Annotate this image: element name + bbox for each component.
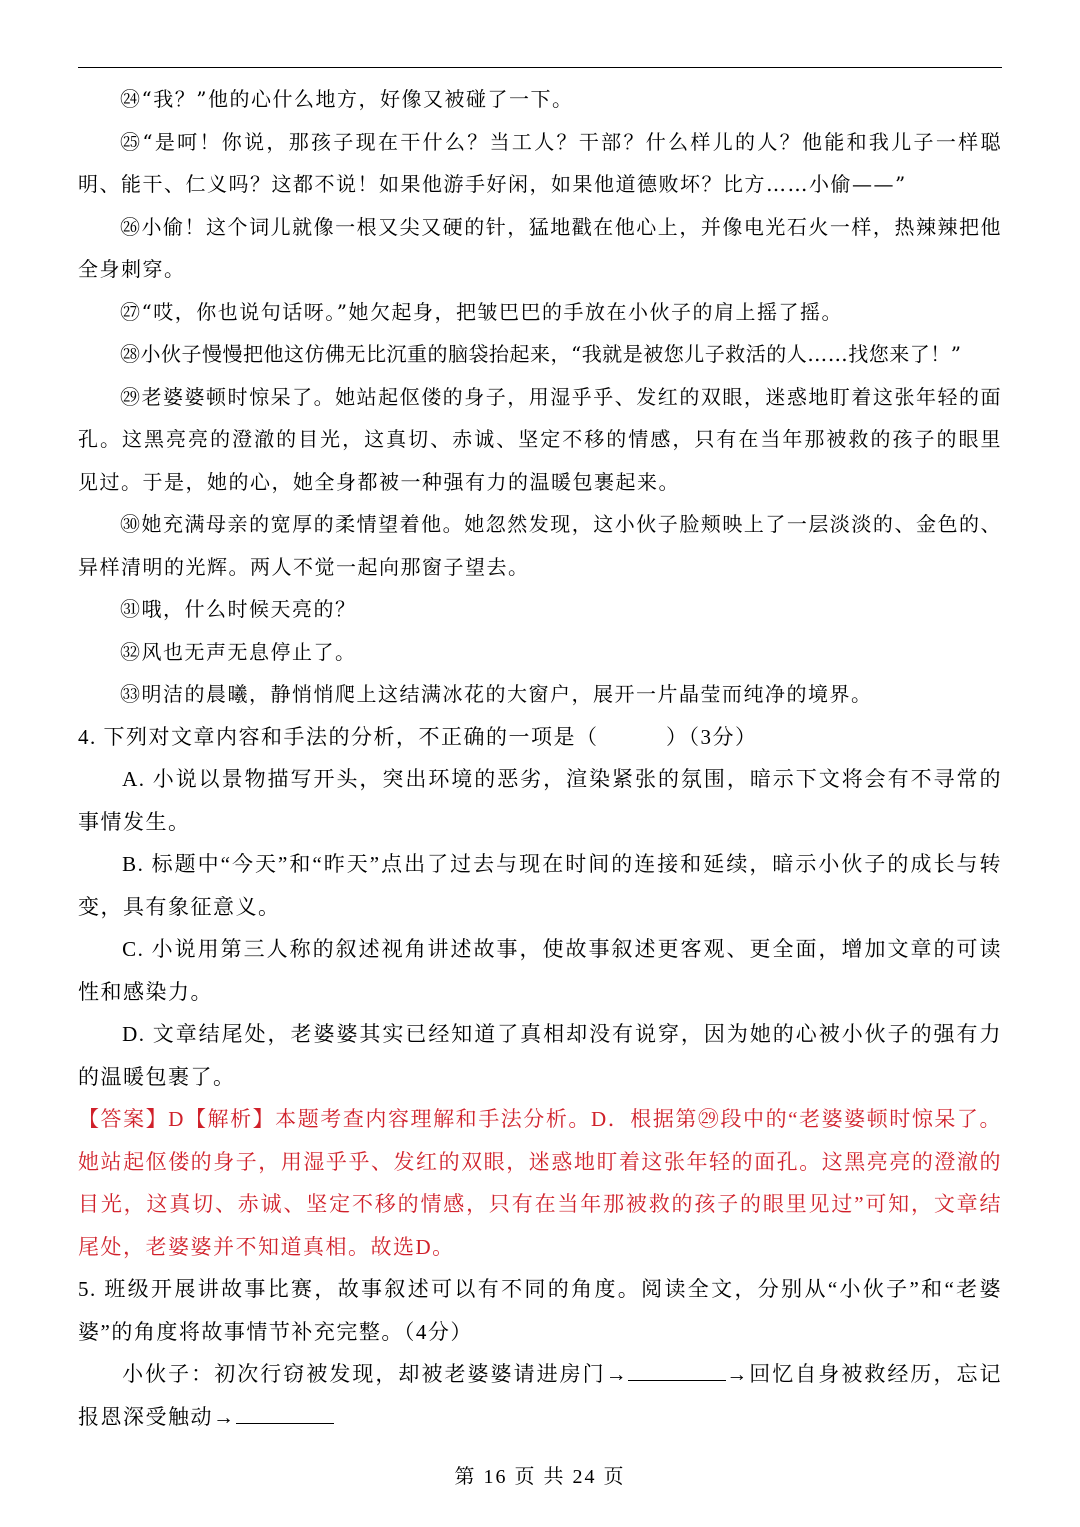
story-paragraph-29: ㉙老婆婆顿时惊呆了。她站起伛偻的身子，用湿乎乎、发红的双眼，迷惑地盯着这张年轻的面孔。这黑亮亮的澄澈的目光，这真切、赤诚、坚定不移的情感，只有在当年那被救的孩子的眼里见过。于是，她的心，她全身都被一种强有力的温暖包裹起来。 xyxy=(78,384,1002,494)
story-paragraph-25: ㉕“是呵！你说，那孩子现在干什么？当工人？干部？什么样儿的人？他能和我儿子一样聪明、能干、仁义吗？这都不说！如果他游手好闲，如果他道德败坏？比方……小偷——” xyxy=(78,129,1002,196)
story-paragraph-27: ㉗“哎，你也说句话呀。”她欠起身，把皱巴巴的手放在小伙子的肩上摇了摇。 xyxy=(120,299,843,324)
question-4-stem: 4. 下列对文章内容和手法的分析，不正确的一项是（ ）（3分） xyxy=(78,724,758,749)
story-paragraph-30: ㉚她充满母亲的宽厚的柔情望着他。她忽然发现，这小伙子脸颊映上了一层淡淡的、金色的、异样清明的光辉。两人不觉一起向那窗子望去。 xyxy=(78,512,1002,579)
answer-blank-1[interactable] xyxy=(628,1360,726,1381)
answer-blank-2[interactable] xyxy=(236,1403,334,1424)
story-paragraph-33: ㉝明洁的晨曦，静悄悄爬上这结满冰花的大窗户，展开一片晶莹而纯净的境界。 xyxy=(120,682,873,706)
fill-line-part-1: 小伙子：初次行窃被发现，却被老婆婆请进房门→ xyxy=(122,1362,629,1386)
header-rule xyxy=(78,67,1002,68)
story-paragraph-32: ㉜风也无声无息停止了。 xyxy=(120,639,357,664)
question-5-fill-line xyxy=(78,1353,1002,1438)
fill-line-part-2: →回忆自身被救经历，忘记报恩深受触动→ xyxy=(78,1362,1002,1429)
question-4-option-d: D. 文章结尾处，老婆婆其实已经知道了真相却没有说穿，因为她的心被小伙子的强有力的温暖包裹了。 xyxy=(78,1022,1002,1089)
story-paragraph-28: ㉘小伙子慢慢把他这仿佛无比沉重的脑袋抬起来，“我就是被您儿子救活的人……找您来了！” xyxy=(120,342,962,366)
question-4-option-c: C. 小说用第三人称的叙述视角讲述故事，使故事叙述更客观、更全面，增加文章的可读性和感染力。 xyxy=(78,937,1002,1004)
page-content xyxy=(78,78,1002,1438)
story-paragraph-31: ㉛哦，什么时候天亮的？ xyxy=(120,597,357,621)
story-paragraph-26: ㉖小偷！这个词儿就像一根又尖又硬的针，猛地戳在他心上，并像电光石火一样，热辣辣把他全身刺穿。 xyxy=(78,214,1002,281)
question-4-answer: 【答案】D【解析】本题考查内容理解和手法分析。D．根据第㉙段中的“老婆婆顿时惊呆了。她站起伛偻的身子，用湿乎乎、发红的双眼，迷惑地盯着这张年轻的面孔。这黑亮亮的澄澈的目光，这真切、赤诚、坚定不移的情感，只有在当年那被救的孩子的眼里见过”可知，文章结尾处，老婆婆并不知道真相。故选D。 xyxy=(78,1107,1002,1259)
question-5-stem: 5. 班级开展讲故事比赛，故事叙述可以有不同的角度。阅读全文，分别从“小伙子”和“老婆婆”的角度将故事情节补充完整。（4分） xyxy=(78,1277,1002,1344)
story-paragraph-24: ㉔“我？”他的心什么地方，好像又被碰了一下。 xyxy=(120,87,574,111)
page-number-footer: 第 16 页 共 24 页 xyxy=(454,1466,626,1488)
question-4-option-b: B. 标题中“今天”和“昨天”点出了过去与现在时间的连接和延续，暗示小伙子的成长与转变，具有象征意义。 xyxy=(78,852,1002,919)
question-4-option-a: A. 小说以景物描写开头，突出环境的恶劣，渲染紧张的氛围，暗示下文将会有不寻常的事情发生。 xyxy=(78,767,1002,834)
